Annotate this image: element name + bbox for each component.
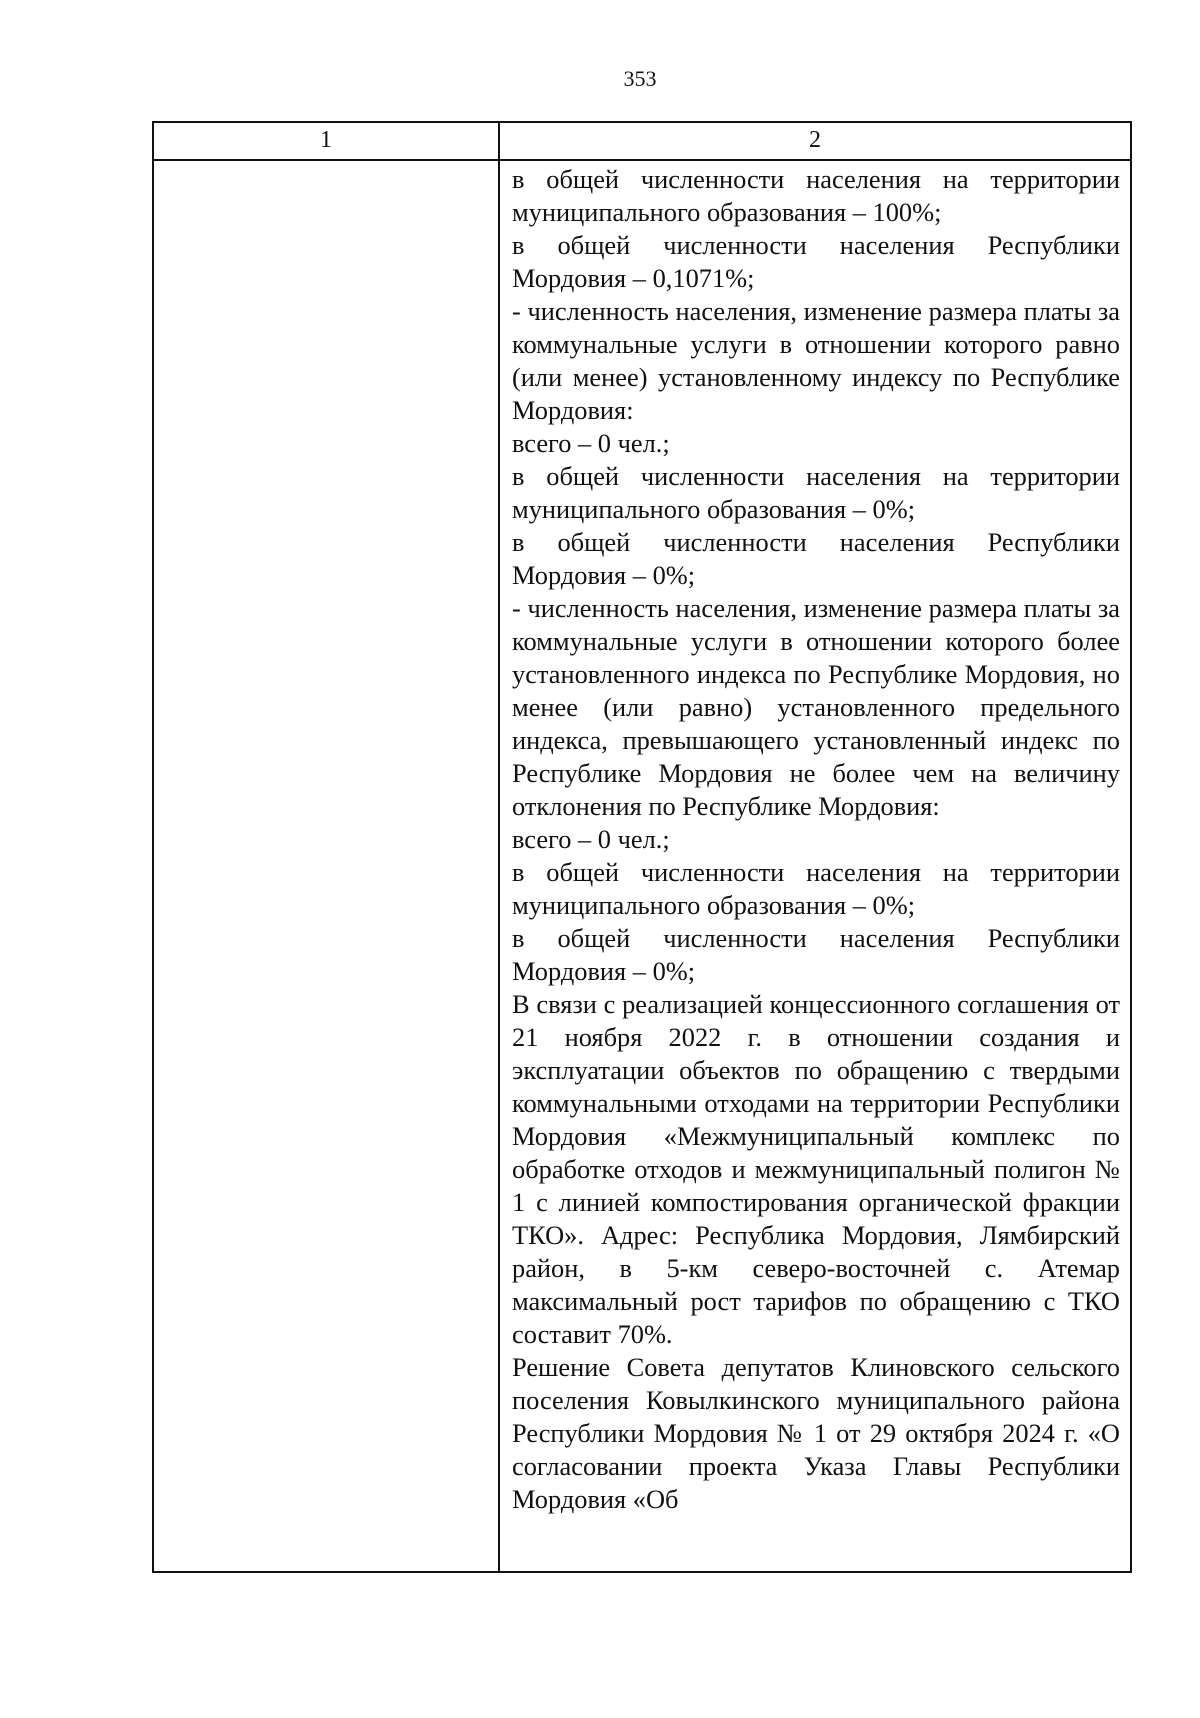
- paragraph: - численность населения, изменение размера платы за коммунальные услуги в отношении которого равно (или менее) установленному индексу по Республике Мордовия:: [512, 296, 1120, 425]
- header-divider: [154, 159, 1130, 161]
- paragraph: - численность населения, изменение размера платы за коммунальные услуги в отношении которого более установленного индекса по Республике Мордовия, но менее (или равно) установленного предельного индекса, превышающего установленный индекс по Республике Мордовия не более чем на величину отклонения по Республике Мордовия:: [512, 593, 1120, 821]
- column-2-content: [512, 163, 1120, 1516]
- paragraph: в общей численности населения Республики Мордовия – 0,1071%;: [512, 230, 1120, 293]
- paragraph: в общей численности населения Республики Мордовия – 0%;: [512, 923, 1120, 986]
- column-divider: [498, 123, 500, 1571]
- paragraph: в общей численности населения на территории муниципального образования – 0%;: [512, 857, 1120, 920]
- paragraph: всего – 0 чел.;: [512, 824, 670, 854]
- paragraph: в общей численности населения Республики Мордовия – 0%;: [512, 527, 1120, 590]
- paragraph: всего – 0 чел.;: [512, 428, 670, 458]
- document-table: [152, 121, 1132, 1573]
- paragraph: В связи с реализацией концессионного соглашения от 21 ноября 2022 г. в отношении создания и эксплуатации объектов по обращению с твердыми коммунальными отходами на территории Республики Мордовия «Межмуниципальный комплекс по обработке отходов и межмуниципальный полигон № 1 с линией компостирования органической фракции ТКО». Адрес: Республика Мордовия, Лямбирский район, в 5-км северо-восточней с. Атемар максимальный рост тарифов по обращению с ТКО составит 70%.: [512, 989, 1120, 1349]
- paragraph: Решение Совета депутатов Клиновского сельского поселения Ковылкинского муниципального района Республики Мордовия № 1 от 29 октября 2024 г. «О согласовании проекта Указа Главы Республики Мордовия «Об: [512, 1352, 1120, 1514]
- column-1-header: 1: [320, 127, 332, 153]
- paragraph: в общей численности населения на территории муниципального образования – 0%;: [512, 461, 1120, 524]
- page-number: 353: [623, 66, 657, 91]
- paragraph: в общей численности населения на территории муниципального образования – 100%;: [512, 164, 1120, 227]
- column-2-header: 2: [809, 127, 821, 153]
